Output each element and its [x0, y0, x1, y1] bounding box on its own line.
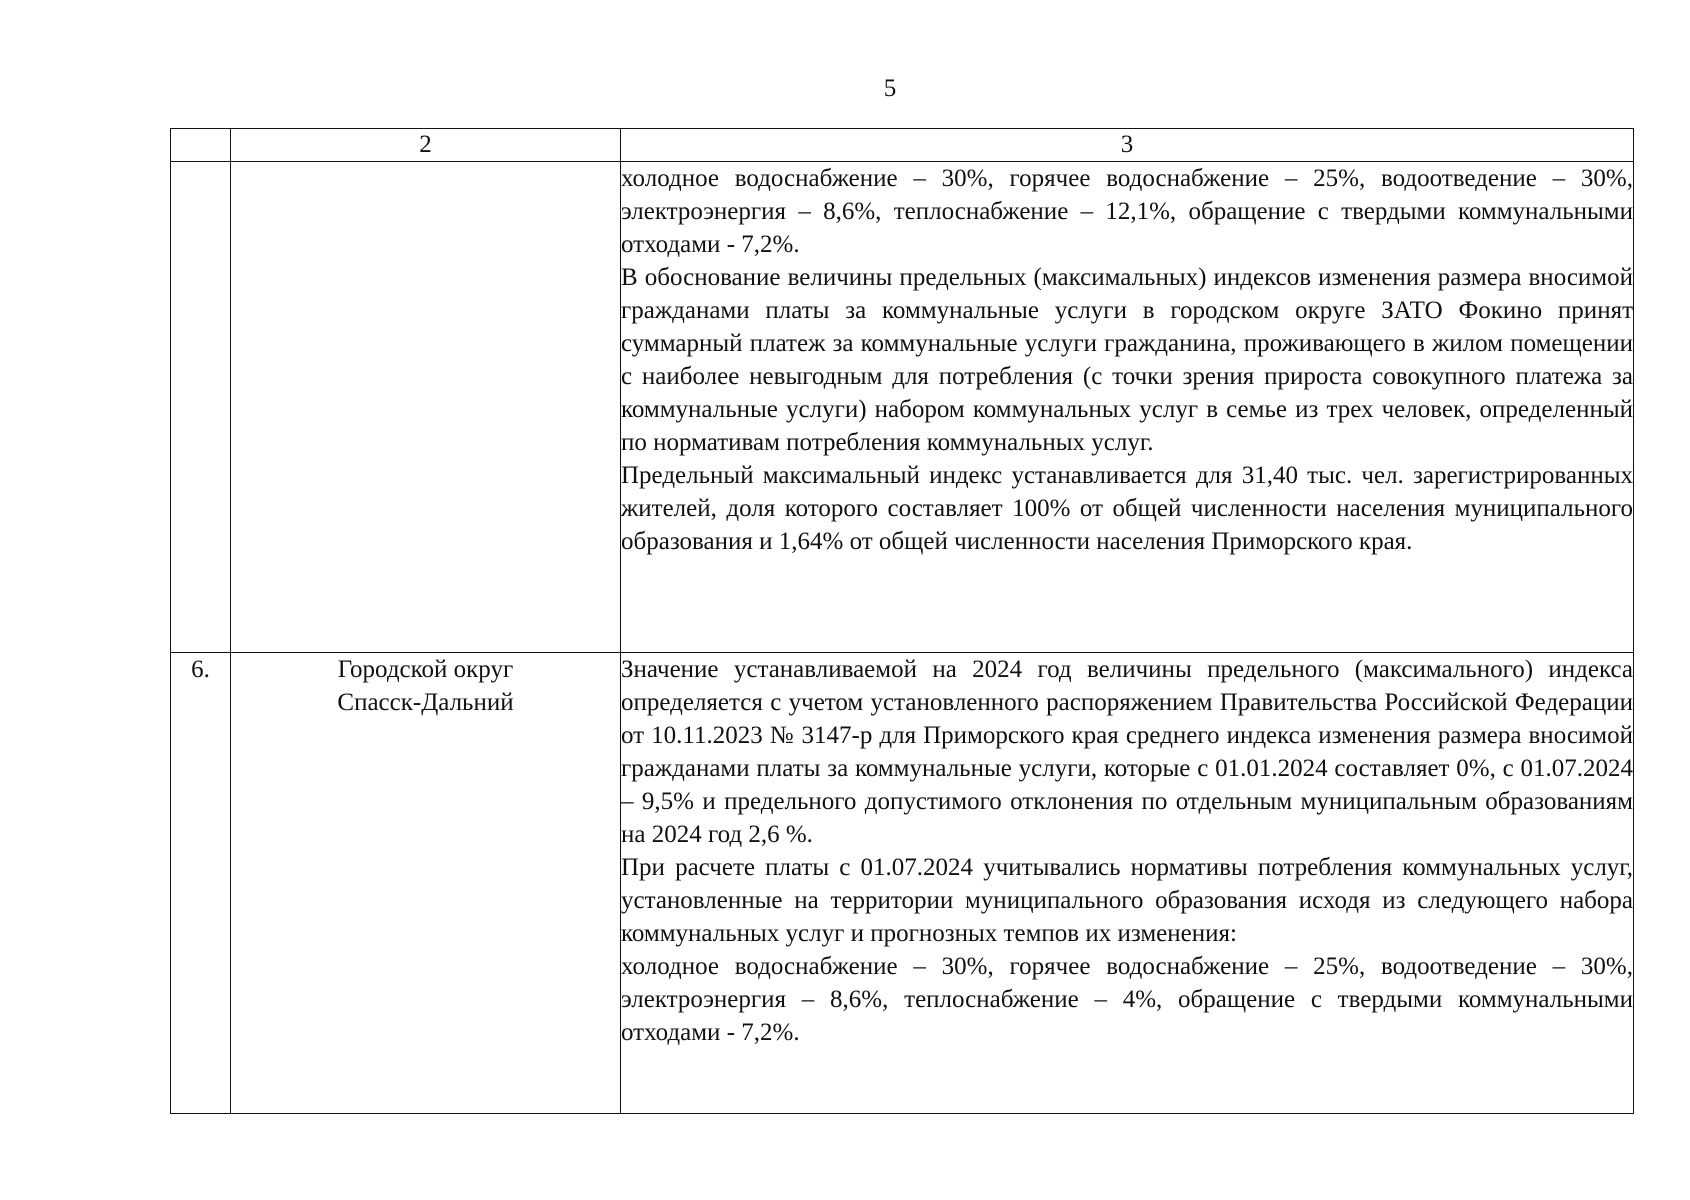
table-header-row — [171, 129, 1634, 162]
header-col-1 — [171, 129, 231, 162]
municipality-name-line: Спасск-Дальний — [337, 689, 514, 716]
row-number — [171, 162, 231, 653]
header-col-2: 2 — [231, 129, 621, 162]
table-row — [171, 653, 1634, 1114]
municipality-name-line: Городской округ — [337, 656, 514, 683]
paragraph: В обоснование величины предельных (максимальных) индексов изменения размера вносимой гражданами платы за коммунальные услуги в городском округе ЗАТО Фокино принят суммарный платеж за коммунальные услуги гражданина, проживающего в жилом помещении с наиболее невыгодным для потребления (с точки зрения прироста совокупного платежа за коммунальные услуги) набором коммунальных услуг в семье из трех человек, определенный по нормативам потребления коммунальных услуг. — [621, 264, 1633, 456]
paragraph: Значение устанавливаемой на 2024 год величины предельного (максимального) индекса определяется с учетом установленного распоряжением Правительства Российской Федерации от 10.11.2023 № 3147-р для Приморского края среднего индекса изменения размера вносимой гражданами платы за коммунальные услуги, которые с 01.01.2024 составляет 0%, с 01.07.2024 – 9,5% и предельного допустимого отклонения по отдельным муниципальным образованиям на 2024 год 2,6 %. — [621, 656, 1633, 848]
paragraph: При расчете платы с 01.07.2024 учитывались нормативы потребления коммунальных услуг, установленные на территории муниципального образования исходя из следующего набора коммунальных услуг и прогнозных темпов их изменения: — [621, 854, 1633, 947]
page-number: 5 — [883, 75, 897, 102]
municipality-name — [231, 162, 621, 653]
description-cell — [621, 162, 1634, 653]
municipality-name — [231, 653, 621, 1114]
row-number: 6. — [171, 653, 231, 1114]
paragraph: холодное водоснабжение – 30%, горячее водоснабжение – 25%, водоотведение – 30%, электроэнергия – 8,6%, теплоснабжение – 4%, обращение с твердыми коммунальными отходами - 7,2%. — [621, 953, 1633, 1046]
paragraph: Предельный максимальный индекс устанавливается для 31,40 тыс. чел. зарегистрированных жителей, доля которого составляет 100% от общей численности населения муниципального образования и 1,64% от общей численности населения Приморского края. — [621, 462, 1633, 555]
description-cell — [621, 653, 1634, 1114]
paragraph: холодное водоснабжение – 30%, горячее водоснабжение – 25%, водоотведение – 30%, электроэнергия – 8,6%, теплоснабжение – 12,1%, обращение с твердыми коммунальными отходами - 7,2%. — [621, 165, 1633, 258]
document-table — [170, 128, 1634, 1114]
table-row — [171, 162, 1634, 653]
header-col-3: 3 — [621, 129, 1634, 162]
